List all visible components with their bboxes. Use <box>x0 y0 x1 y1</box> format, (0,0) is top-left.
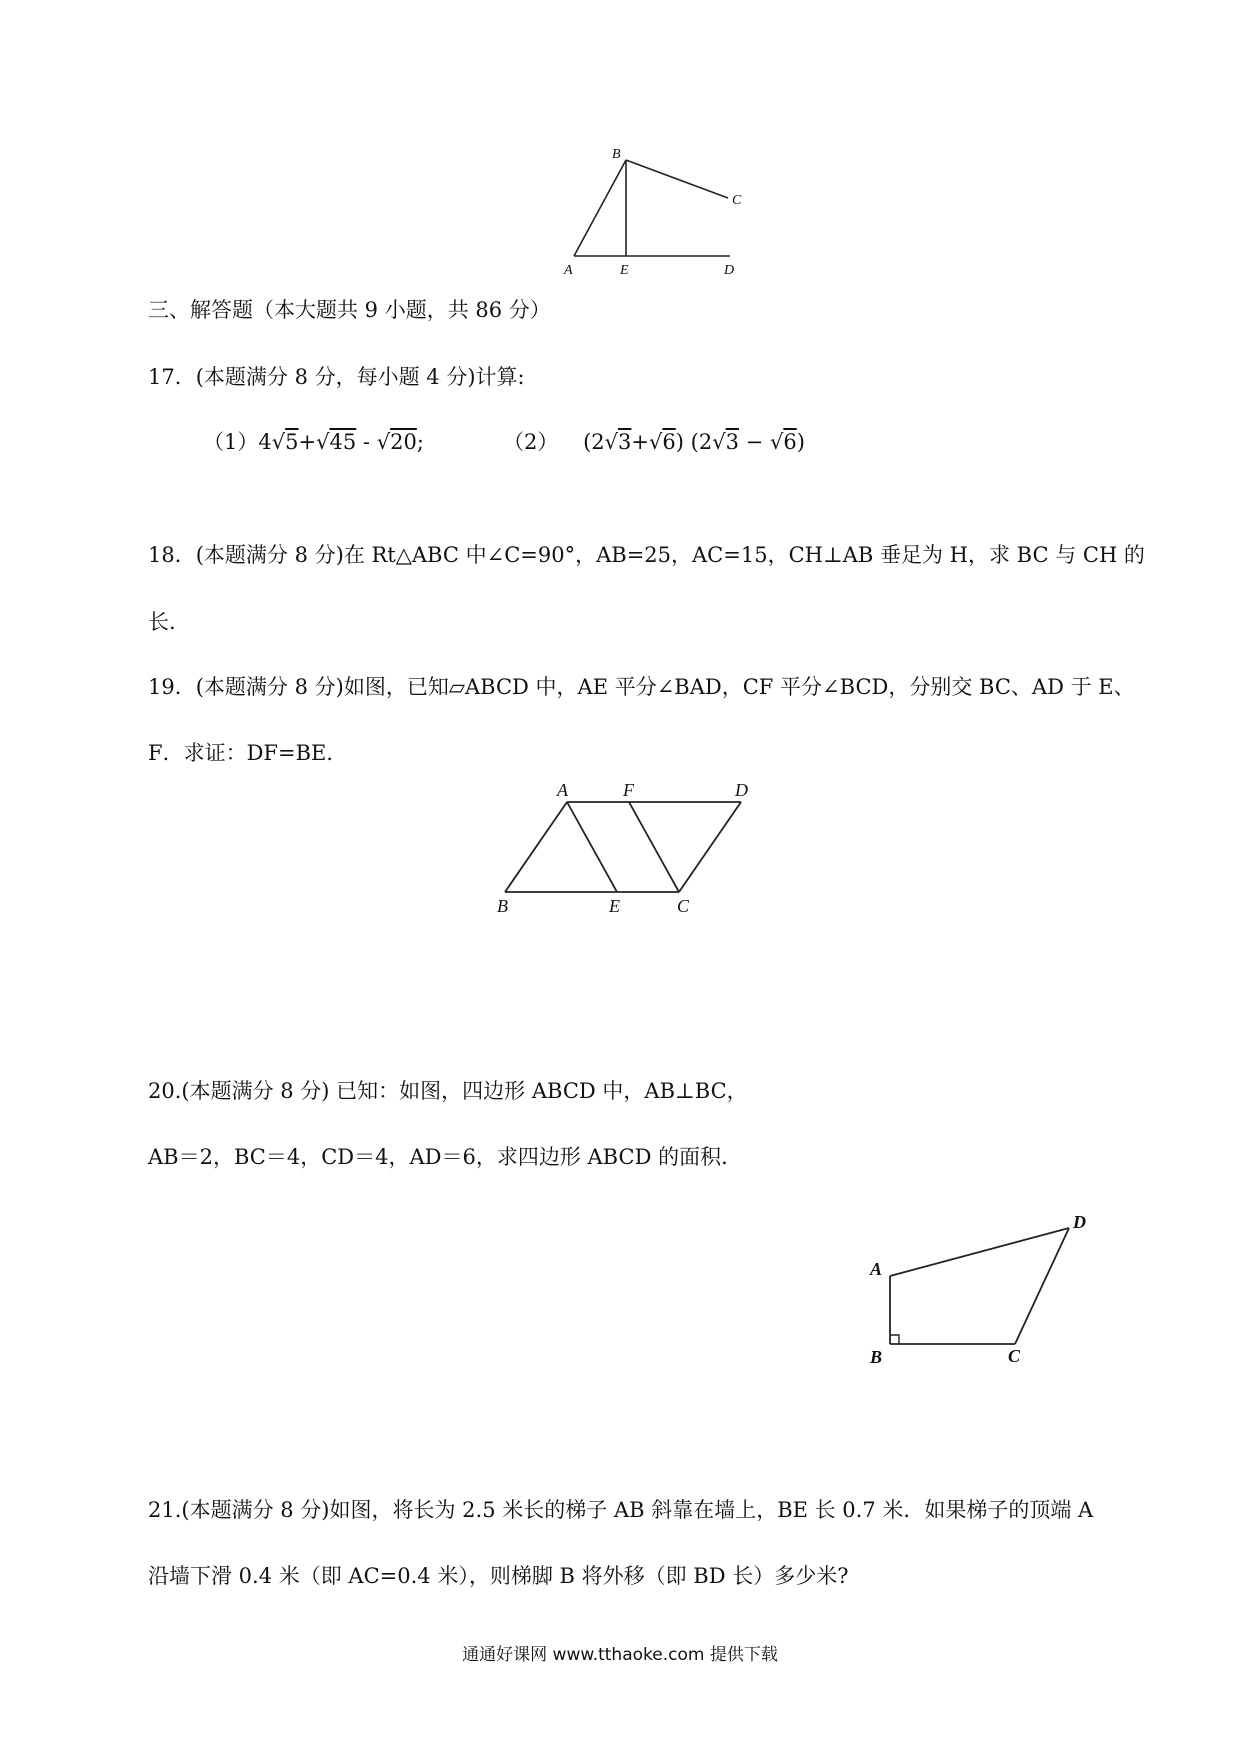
q17-part1-plus: + <box>298 430 317 454</box>
figure-q19-parallelogram <box>495 780 765 915</box>
sqrt-sign: √ <box>769 430 784 454</box>
q17-part2-minus: − <box>738 430 770 454</box>
label-e: E <box>620 263 629 278</box>
right-angle-mark <box>890 1335 899 1344</box>
side-dc <box>679 802 741 892</box>
q18-line2: 长. <box>148 610 176 634</box>
segment-ae <box>567 802 617 892</box>
q17-part2-open2: (2 <box>690 430 713 454</box>
segment-ab <box>574 160 626 256</box>
label-e: E <box>609 896 620 915</box>
label-a: A <box>557 780 568 800</box>
sqrt-sign: √ <box>376 430 391 454</box>
q17-part1-minus: - <box>356 430 377 454</box>
label-a: A <box>564 263 573 278</box>
label-b: B <box>870 1347 883 1367</box>
sqrt-sign: √ <box>271 430 286 454</box>
label-c: C <box>732 193 742 208</box>
q17-part2-radicand1: 3 <box>618 430 632 454</box>
label-b: B <box>497 896 508 915</box>
q17-part2 <box>503 432 805 453</box>
sqrt-sign: √ <box>712 430 726 454</box>
q18-line1: 18．(本题满分 8 分)在 Rt△ABC 中∠C=90°，AB=25，AC=15，CH⊥AB 垂足为 H，求 BC 与 CH 的 <box>148 543 1145 567</box>
figure-q16 <box>560 140 760 280</box>
q17-part2-open1: (2 <box>583 430 605 454</box>
label-d: D <box>735 780 748 800</box>
label-c: C <box>677 896 690 915</box>
q21-line2: 沿墙下滑 0.4 米（即 AC=0.4 米），则梯脚 B 将外移（即 BD 长）多少米? <box>148 1564 849 1588</box>
side-cd <box>1015 1228 1069 1344</box>
side-ab <box>505 802 567 892</box>
segment-bc <box>626 160 728 198</box>
sqrt-sign: √ <box>316 430 330 454</box>
side-ad <box>890 1228 1069 1276</box>
q17-part2-radicand2: 6 <box>662 430 676 454</box>
q19-line2: F．求证：DF=BE． <box>148 741 348 765</box>
q17-part2-radicand4: 6 <box>783 430 797 454</box>
label-b: B <box>612 147 621 162</box>
section-title: 三、解答题（本大题共 9 小题，共 86 分） <box>148 298 551 322</box>
label-f: F <box>623 780 634 800</box>
q17-part1-radicand1: 5 <box>285 430 299 454</box>
q17-part1-end: ; <box>416 430 424 454</box>
sqrt-sign: √ <box>604 430 619 454</box>
q17-part2-close1: ) <box>675 430 684 454</box>
q17-part1-radicand2: 45 <box>329 430 357 454</box>
q21-line1: 21.(本题满分 8 分)如图，将长为 2.5 米长的梯子 AB 斜靠在墙上，BE 长 0.7 米．如果梯子的顶端 A <box>148 1498 1094 1522</box>
q17-part2-plus: + <box>631 430 649 454</box>
q17-part1 <box>203 432 424 453</box>
q17-part1-radicand3: 20 <box>390 430 417 454</box>
q17-part2-label: （2） <box>503 430 559 454</box>
q20-line2: AB＝2，BC＝4，CD＝4，AD＝6，求四边形 ABCD 的面积． <box>148 1145 743 1169</box>
segment-fc <box>629 802 679 892</box>
q19-line1: 19．(本题满分 8 分)如图，已知▱ABCD 中，AE 平分∠BAD，CF 平分∠BCD，分别交 BC、AD 于 E、 <box>148 675 1135 699</box>
q17-part2-radicand3: 3 <box>725 430 739 454</box>
label-d: D <box>1073 1212 1086 1232</box>
q17-header: 17．(本题满分 8 分，每小题 4 分)计算: <box>148 365 525 389</box>
q17-part2-close2: ) <box>796 430 805 454</box>
page-footer: 通通好课网 www.tthaoke.com 提供下载 <box>462 1645 778 1665</box>
q20-line1: 20.(本题满分 8 分) 已知：如图，四边形 ABCD 中，AB⊥BC， <box>148 1079 748 1103</box>
label-a: A <box>870 1259 883 1279</box>
label-c: C <box>1008 1346 1021 1366</box>
label-d: D <box>724 263 735 278</box>
sqrt-sign: √ <box>649 430 663 454</box>
q17-part1-coef: 4 <box>258 430 272 454</box>
q17-part1-label: （1） <box>203 430 259 454</box>
figure-q20-quadrilateral <box>860 1205 1100 1370</box>
